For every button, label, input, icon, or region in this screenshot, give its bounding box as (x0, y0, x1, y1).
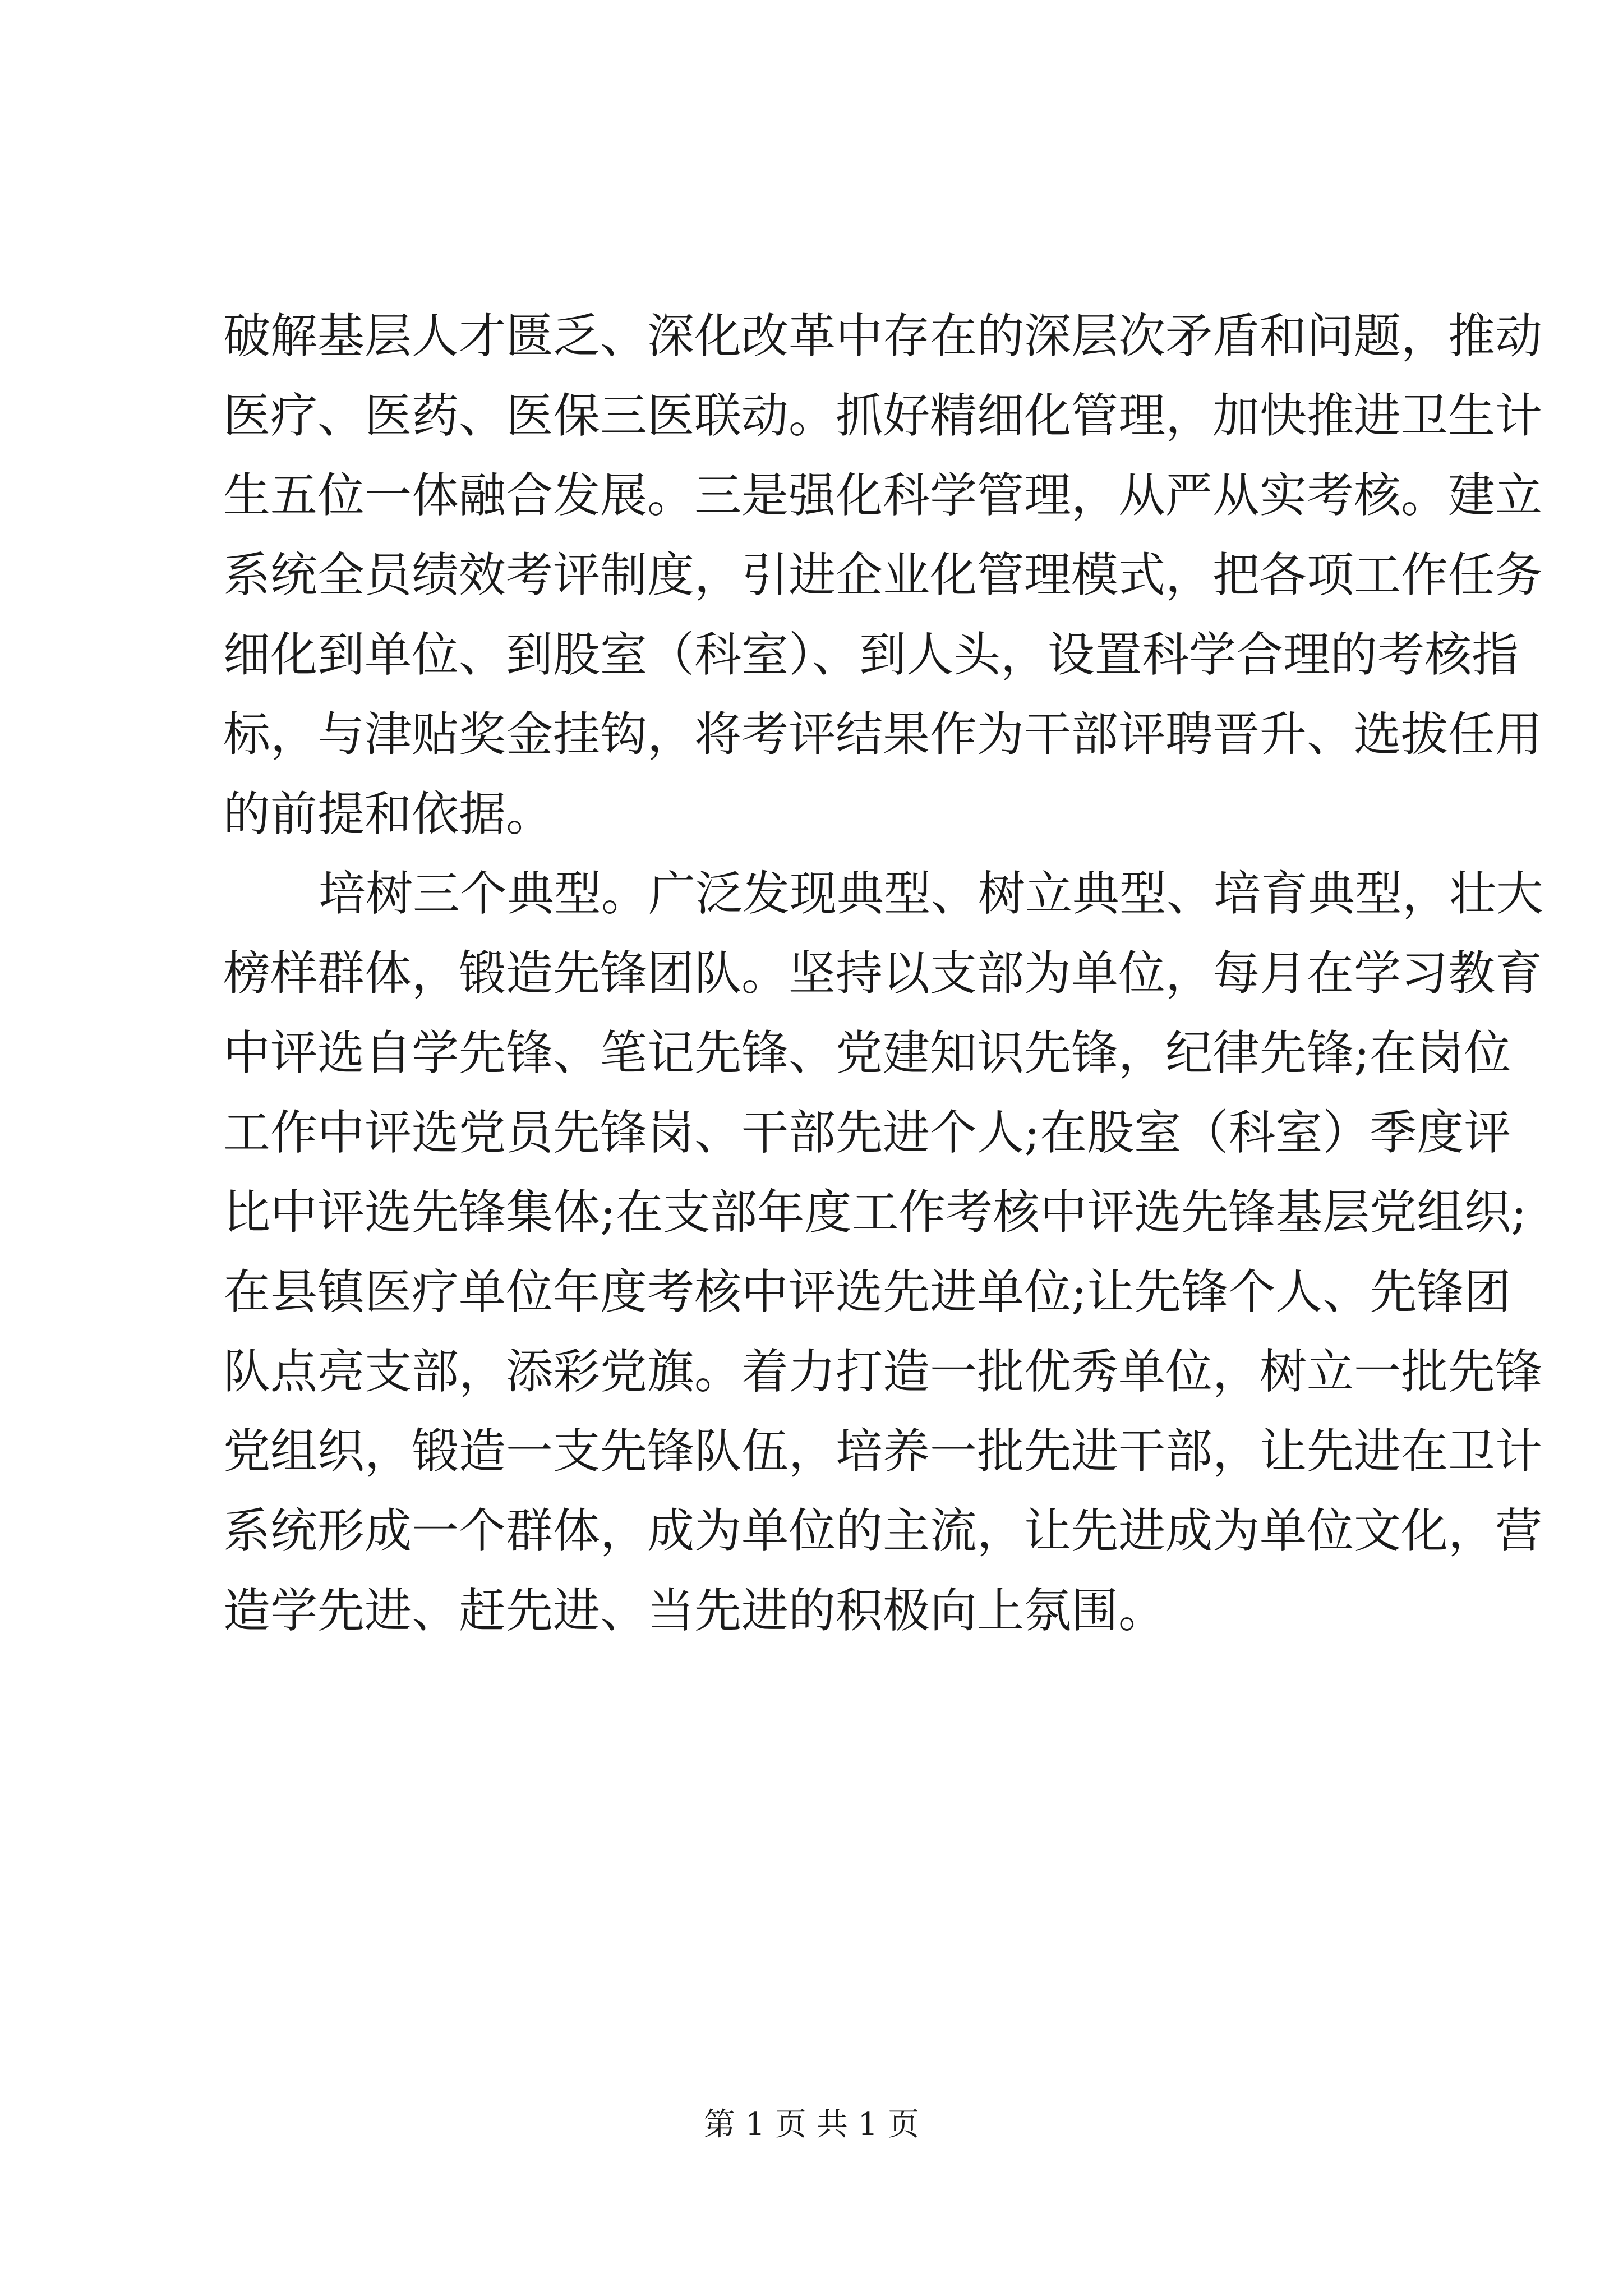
text-line: 榜样群体，锻造先锋团队。坚持以支部为单位，每月在学习教育 (223, 946, 1543, 1001)
paragraph-2 (223, 854, 1544, 1650)
text-line: 造学先进、赶先进、当先进的积极向上氛围。 (223, 1583, 1166, 1638)
text-line: 医疗、医药、医保三医联动。抓好精细化管理，加快推进卫生计 (223, 388, 1543, 443)
text-line: 工作中评选党员先锋岗、干部先进个人;在股室（科室）季度评 (223, 1105, 1511, 1160)
paragraph-1 (223, 296, 1543, 854)
text-line: 系统全员绩效考评制度，引进企业化管理模式，把各项工作任务 (223, 547, 1543, 602)
text-line: 细化到单位、到股室（科室）、到人头，设置科学合理的考核指 (223, 627, 1519, 682)
document-body (223, 296, 1544, 1650)
text-line: 中评选自学先锋、笔记先锋、党建知识先锋，纪律先锋;在岗位 (223, 1025, 1511, 1080)
text-line: 党组织，锻造一支先锋队伍，培养一批先进干部，让先进在卫计 (223, 1424, 1543, 1479)
text-line: 破解基层人才匮乏、深化改革中存在的深层次矛盾和问题，推动 (223, 309, 1543, 364)
text-line: 标，与津贴奖金挂钩，将考评结果作为干部评聘晋升、选拔任用 (223, 707, 1543, 762)
text-line: 系统形成一个群体，成为单位的主流，让先进成为单位文化，营 (223, 1503, 1543, 1558)
text-line: 培树三个典型。广泛发现典型、树立典型、培育典型，壮大 (319, 866, 1544, 921)
text-line: 生五位一体融合发展。三是强化科学管理，从严从实考核。建立 (223, 468, 1543, 523)
text-line: 在县镇医疗单位年度考核中评选先进单位;让先锋个人、先锋团 (223, 1264, 1511, 1319)
page-number-footer: 第 1 页 共 1 页 (703, 2106, 920, 2143)
text-line: 比中评选先锋集体;在支部年度工作考核中评选先锋基层党组织; (223, 1185, 1527, 1240)
text-line: 的前提和依据。 (223, 786, 554, 841)
text-line: 队点亮支部，添彩党旗。着力打造一批优秀单位，树立一批先锋 (223, 1344, 1543, 1399)
